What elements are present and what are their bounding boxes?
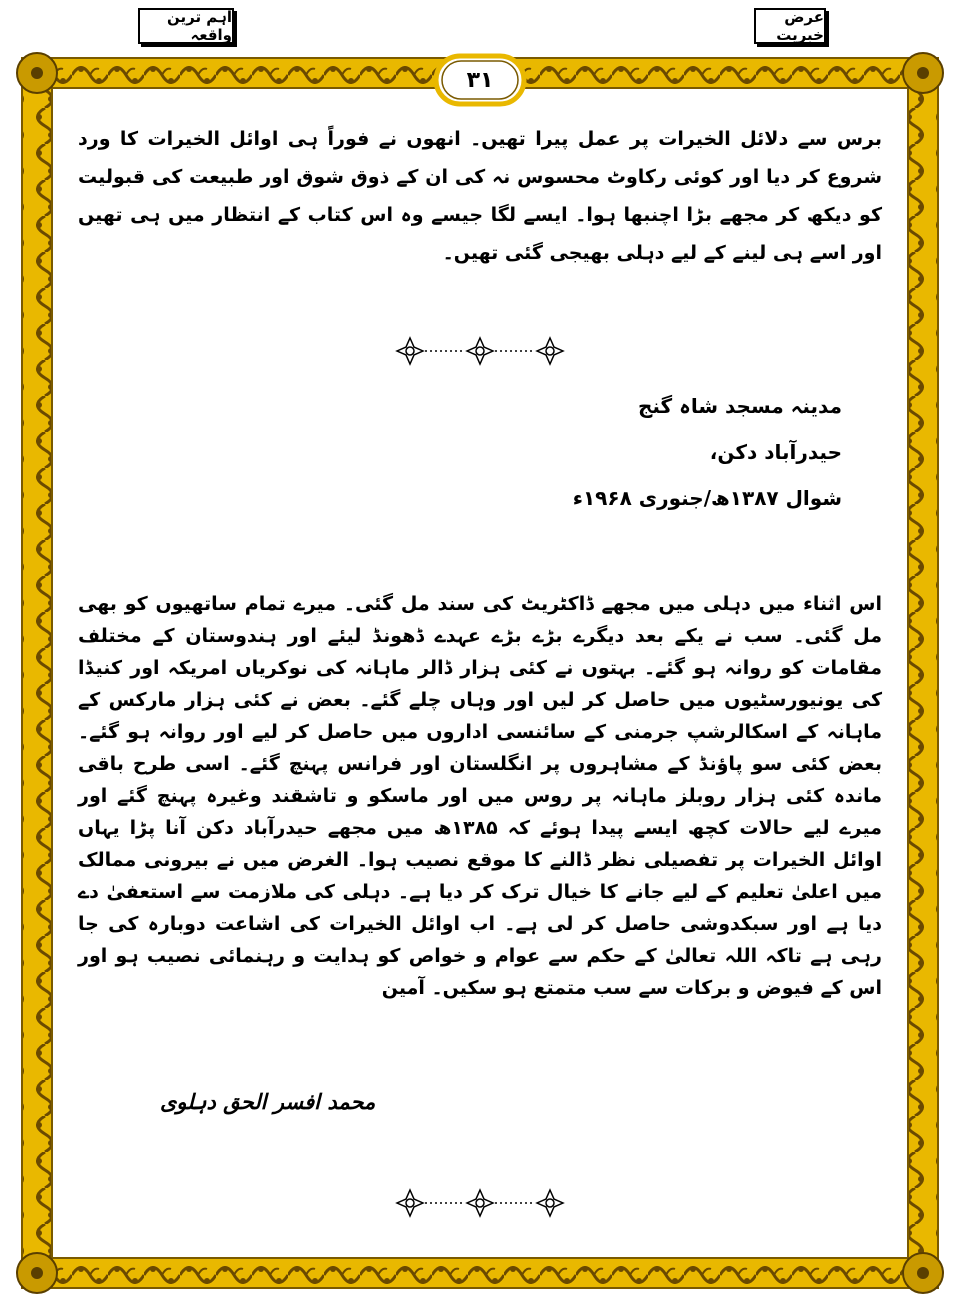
main-paragraph: [78, 588, 882, 1004]
ornament-divider-bottom-icon: [380, 1188, 580, 1218]
page-number: ۳۱: [466, 67, 494, 93]
intro-paragraph: [78, 120, 882, 272]
address-line-2: حیدرآباد دکن،: [709, 440, 842, 464]
main-paragraph-text: اس اثناء میں دہلی میں مجھے ڈاکٹریٹ کی سند مل گئی۔ میرے تمام ساتھیوں کو بھی مل گئی۔ سب نے یکے بعد دیگرے بڑے بڑے عہدے ڈھونڈ لیئے اور ہندوستان کے مختلف مقامات کو روانہ ہو گئے۔ بہتوں نے کئی ہزار ڈالر ماہانہ کی نوکریاں امریکہ اور کنیڈا کی یونیورسٹیوں میں حاصل کر لیں اور وہاں چلے گئے۔ بعض نے کئی ہزار مارکس کے ماہانہ کے اسکالرشپ جرمنی کے سائنسی اداروں میں حاصل کر لیے اور روانہ ہو گئے۔ بعض کئی سو پاؤنڈ کے مشاہروں پر انگلستان اور فرانس پہنچ گئے۔ اسی طرح باقی ماندہ کئی ہزار روبلز ماہانہ پر روس میں اور ماسکو و تاشقند وغیرہ پہنچ گئے اور میرے لیے حالات کچھ ایسے پیدا ہوئے کہ ۱۳۸۵ھ میں مجھے حیدرآباد دکن آنا پڑا یہاں اوائل الخیرات پر تفصیلی نظر ڈالنے کا موقع نصیب ہوا۔ الغرض میں نے بیرونی ممالک میں اعلیٰ تعلیم کے لیے جانے کا خیال ترک کر دیا ہے۔ دہلی کی ملازمت سے استعفیٰ دے دیا ہے اور سبکدوشی حاصل کر لی ہے۔ اب اوائل الخیرات کی اشاعت دوبارہ کی جا رہی ہے تاکہ اللہ تعالیٰ کے حکم سے عوام و خواص کو ہدایت و رہنمائی نصیب ہو اور اس کے فیوض و برکات سے سب متمتع ہو سکیں۔ آمین: [78, 593, 882, 999]
chapter-title-label: اہم ترین واقعہ: [138, 8, 234, 44]
section-title-label: عرض خبریت: [754, 8, 826, 44]
address-line-3-date: شوال ۱۳۸۷ھ/جنوری ۱۹۶۸ء: [572, 486, 842, 510]
ornament-divider-icon: [380, 336, 580, 366]
intro-paragraph-text: برس سے دلائل الخیرات پر عمل پیرا تھیں۔ انھوں نے فوراً ہی اوائل الخیرات کا ورد شروع کر دیا اور کوئی رکاوٹ محسوس نہ کی ان کے ذوق شوق اور طبیعت کی قبولیت کو دیکھ کر مجھے بڑا اچنبھا ہوا۔ ایسے لگا جیسے وہ اس کتاب کے انتظار میں ہی تھیں اور اسے ہی لینے کے لیے دہلی بھیجی گئی تھیں۔: [78, 128, 882, 264]
address-line-1: مدینہ مسجد شاہ گنج: [637, 394, 842, 418]
author-signature: محمد افسر الحق دہلوی: [160, 1090, 376, 1114]
